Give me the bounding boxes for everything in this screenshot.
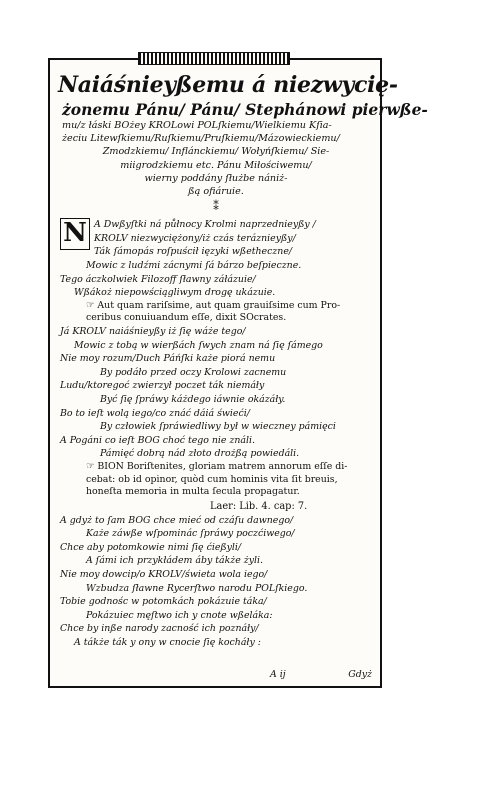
latin-line: ceribus conuiuandum eſſe, dixit SOcrates.	[86, 312, 287, 324]
verse-line: A gdyż to ſam BOG chce mieć od czáſu dawnego/	[60, 514, 294, 526]
dedication-line: miigrodzkiemu etc. Pánu Miłościwemu/	[120, 159, 312, 171]
latin-line: honeſta memoria in multa ſecula propagatur.	[86, 486, 300, 498]
verse-line: Nie moy dowcip/o KROLV/świeta wola iego/	[60, 569, 268, 581]
title-line-1: Naiáśnieyßemu á niezwycię-	[58, 72, 398, 98]
verse-line: By podáło przed oczy Krolowi zacnemu	[100, 366, 287, 378]
verse-line: Wßákoż niepowściągliwym drogę ukázuie.	[74, 287, 276, 299]
verse-line: Ludu/ktoregoć zwierzył poczet ták niemáły	[60, 380, 265, 392]
verse-line: A Dwßyſtki ná půłnocy Krolmi naprzednieyßy /	[94, 219, 316, 231]
verse-line: Być ſię ſpráwy káżdego iáwnie okázáły.	[100, 393, 286, 405]
dedication-line: wierny poddány ſłużbe nániż-	[144, 172, 288, 184]
latin-quote	[60, 300, 372, 313]
verse-line: A tákże ták y ony w cnocie ſię kocháły :	[74, 637, 261, 649]
dedication-line: Zmodzkiemu/ Inflánckiemu/ Wołyńſkiemu/ Sie-	[102, 146, 330, 158]
pointing-hand-icon: ☞	[86, 299, 95, 311]
verse-line: Pámięć dobrą nád złoto drożßą powiedáli.	[100, 448, 300, 460]
latin-quote	[60, 461, 372, 474]
verse-line: Mowic z ludźmi zácnymi ſá bárzo beſpieczne.	[86, 260, 302, 271]
verse-line: Tobie godnośc w potomkách pokázuie táka/	[60, 596, 267, 608]
title-line-2: żonemu Pánu/ Pánu/ Stephánowi pierwße-	[62, 100, 428, 119]
header-ornament	[138, 52, 290, 65]
source-reference: Laer: Lib. 4. cap: 7.	[210, 500, 308, 512]
verse-line: Mowic z tobą w wierßách ſwych znam ná ſię ſámego	[74, 339, 323, 351]
latin-line: Aut quam rariſsime, aut quam grauiſsime cum Pro-	[97, 299, 341, 311]
verse-line: A ſámi ich przykłádem áby tákże żyli.	[86, 555, 263, 567]
dedication-line: ßą ofiáruie.	[188, 186, 244, 198]
page-content	[58, 72, 428, 680]
drop-cap: N	[60, 218, 90, 250]
latin-line: BION Boriſtenites, gloriam matrem annorum eſſe di-	[97, 460, 348, 472]
verse-line: Pokázuiec męſtwo ich y cnote wßeláka:	[86, 609, 273, 621]
dedication-line: żeciu Litewſkiemu/Ruſkiemu/Pruſkiemu/Mázowieckiemu/	[62, 133, 340, 145]
dedication-block	[60, 119, 372, 198]
verse-line: Chce by inße narody zacność ich poznáły/	[60, 623, 259, 635]
poem	[60, 218, 372, 649]
book-page	[48, 58, 428, 688]
latin-line: cebat: ob id opinor, quòd cum hominis vita ſit breuis,	[86, 473, 338, 485]
verse-line: Bo to ieſt wolą iego/co znáć dáiá świeći/	[60, 407, 250, 419]
verse-line: By człowiek ſpráwiedliwy był w wieczney pámięci	[100, 421, 336, 433]
page-footer	[60, 666, 372, 680]
verse-line: Wzbudza ſławne Rycerſtwo narodu POLſkiego.	[86, 582, 308, 594]
separator-mark: ⁑	[213, 200, 219, 214]
dedication-line: mu/z łáski BOżey KROLowi POLſkiemu/Wielkiemu Kſia-	[62, 120, 332, 131]
catchword: Gdyż	[348, 669, 372, 680]
verse-line: Chce aby potomkowie nimi ſię ćießyli/	[60, 541, 242, 553]
signature-mark: A ij	[270, 669, 286, 680]
verse-line: Każe záwße wſpominác ſpráwy poczćiwego/	[86, 528, 295, 540]
verse-line: KROLV niezwyciężony/iż czás teráznieyßy/	[94, 232, 296, 244]
verse-line: Já KROLV naiáśnieyßy iż ſię wáże tego/	[60, 325, 246, 337]
verse-line: Ták ſámopás roſpuścił ięzyki wßetheczne/	[94, 246, 293, 258]
verse-line: A Pogáni co ieſt BOG choć tego nie ználi.	[60, 434, 255, 446]
verse-line: Tego áczkolwiek Filozoff ſławny záłázuie/	[60, 273, 256, 285]
verse-line: Nie moy rozum/Duch Páńſki każe piorá nemu	[60, 353, 276, 365]
pointing-hand-icon: ☞	[86, 460, 95, 472]
